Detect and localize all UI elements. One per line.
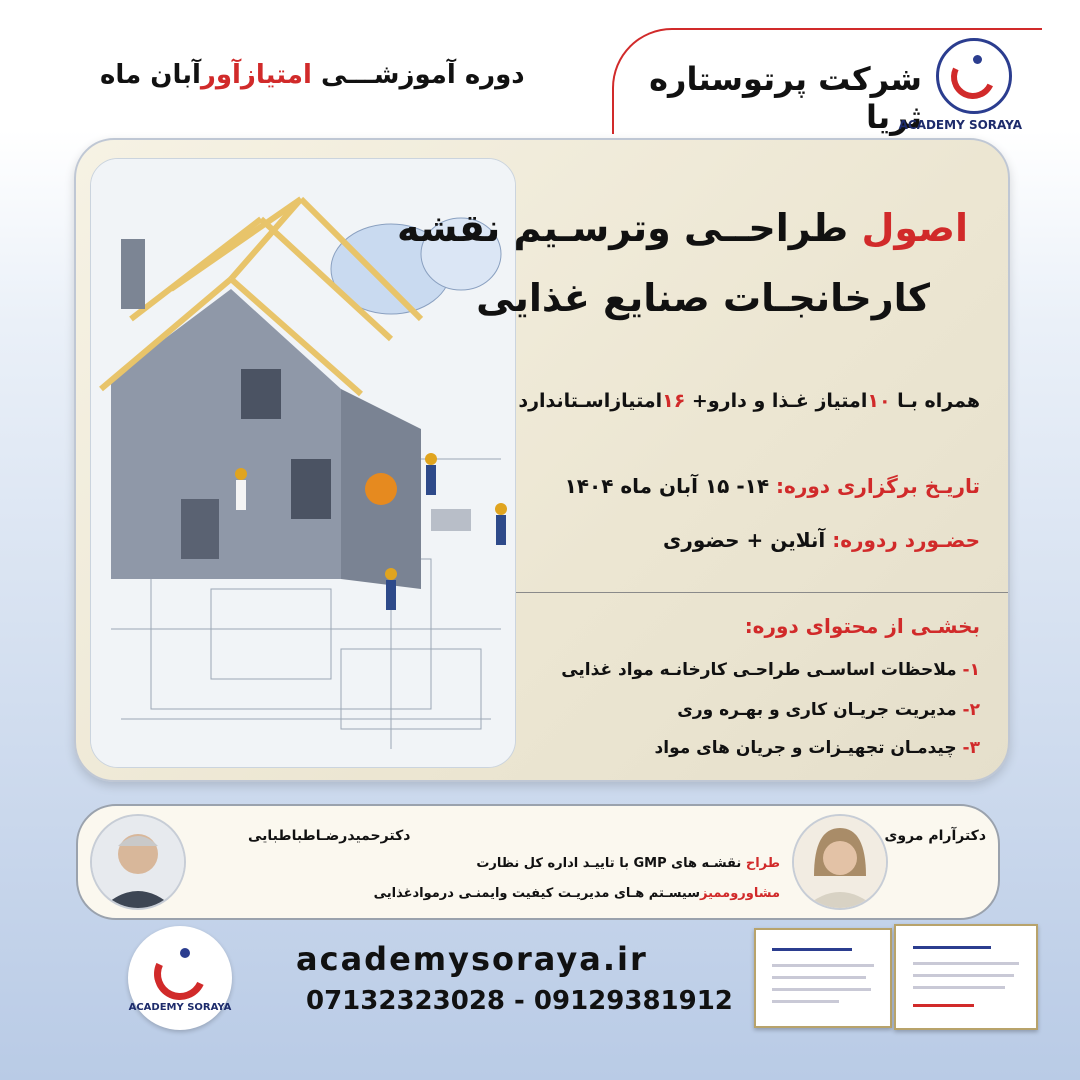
content-heading: بخشـی از محتوای دوره: bbox=[744, 614, 980, 638]
content-item bbox=[561, 660, 980, 680]
course-main-title bbox=[397, 206, 968, 250]
points-text-b: امتیاز غـذا و دارو+ bbox=[685, 390, 868, 412]
points-num-2: ۱۶ bbox=[662, 390, 686, 412]
date-label: تاریـخ برگزاری دوره: bbox=[776, 474, 980, 498]
points-info bbox=[518, 390, 980, 412]
course-highlight: امتیازآور bbox=[200, 60, 312, 90]
certificate-image-2 bbox=[894, 924, 1038, 1030]
instructor-role-2 bbox=[374, 886, 780, 901]
content-item-num: ۳- bbox=[962, 738, 980, 758]
instructor-role-1 bbox=[476, 856, 780, 871]
academy-label: ACADEMY SORAYA bbox=[898, 118, 1022, 132]
instructor-left-avatar bbox=[90, 814, 186, 910]
company-header bbox=[612, 28, 1042, 134]
title-red-word: اصول bbox=[861, 206, 968, 250]
course-suffix: آبان ماه bbox=[100, 60, 201, 90]
certificate-image-1 bbox=[754, 928, 892, 1028]
course-title bbox=[100, 60, 525, 90]
company-name: شرکت پرتوستاره ثریا bbox=[649, 60, 922, 136]
course-main-title-line2: کارخانجـات صنایع غذایی bbox=[476, 276, 930, 320]
role-2-text: سیسـتم هـای مدیریـت کیفیت وایمنـی درموادغذایی bbox=[373, 886, 701, 901]
academy-logo-icon bbox=[936, 38, 1012, 114]
instructor-left-name: دکترحمیدرضـاطباطبایی bbox=[248, 828, 411, 844]
academy-logo-large-icon bbox=[128, 926, 232, 1030]
mode-label: حضـورد ردوره: bbox=[832, 528, 980, 552]
content-item bbox=[677, 700, 980, 720]
phone-numbers: 07132323028 - 09129381912 bbox=[306, 986, 733, 1016]
course-date bbox=[565, 474, 980, 498]
content-item-text: چیدمـان تجهیـزات و جریان های مواد bbox=[654, 738, 963, 758]
content-item-text: ملاحظات اساسـی طراحـی کارخانـه مواد غذایی bbox=[561, 660, 963, 680]
content-item-num: ۱- bbox=[962, 660, 980, 680]
instructor-right-avatar bbox=[792, 814, 888, 910]
points-text-a: همراه بـا bbox=[890, 390, 980, 412]
mode-value: آنلاین + حضوری bbox=[663, 528, 833, 552]
website-link[interactable]: academysoraya.ir bbox=[296, 940, 648, 978]
course-prefix: دوره آموزشـــی bbox=[311, 60, 525, 90]
main-card bbox=[74, 138, 1010, 782]
footer-academy-label: ACADEMY SORAYA bbox=[128, 1002, 232, 1013]
instructors-panel bbox=[76, 804, 1000, 920]
content-item-text: مدیریت جریـان کاری و بهـره وری bbox=[677, 700, 963, 720]
points-text-c: امتیازاسـتاندارد bbox=[518, 390, 663, 412]
title-rest: طراحــی وترسـیم نقشه bbox=[396, 206, 862, 250]
content-item bbox=[655, 738, 980, 758]
content-item-num: ۲- bbox=[962, 700, 980, 720]
instructor-right-name: دکترآرام مروی bbox=[884, 828, 986, 844]
role-2-red: مشاوروممیز bbox=[700, 886, 780, 901]
course-mode bbox=[663, 528, 980, 552]
date-value: ۱۴- ۱۵ آبان ماه ۱۴۰۴ bbox=[564, 474, 777, 498]
section-divider bbox=[516, 592, 1008, 593]
points-num-1: ۱۰ bbox=[867, 390, 891, 412]
role-1-text: نقشـه های GMP با تاییـد اداره کل نظارت bbox=[476, 856, 746, 871]
role-1-red: طراح bbox=[745, 856, 780, 871]
